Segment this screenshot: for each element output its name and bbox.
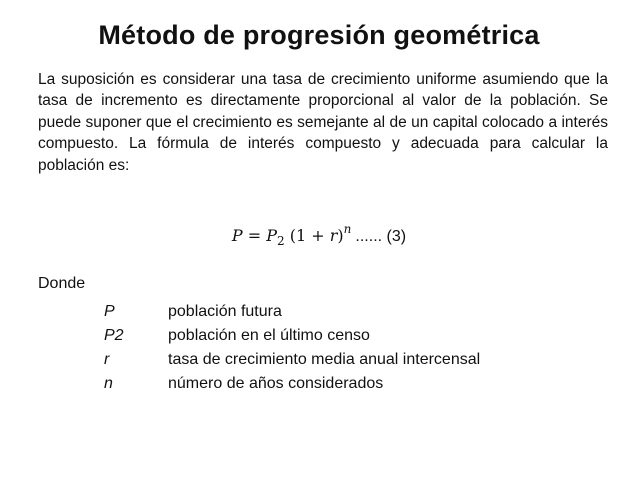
formula-close: ) <box>337 226 344 245</box>
definition-symbol: r <box>104 351 110 368</box>
definition-description: tasa de crecimiento media anual intercensal <box>168 351 481 368</box>
formula-lhs: P <box>231 226 243 245</box>
definition-description: número de años considerados <box>168 375 384 392</box>
definition-row <box>104 324 604 348</box>
definition-description: población futura <box>168 303 282 320</box>
slide-title: Método de progresión geométrica <box>98 20 540 50</box>
intro-paragraph: La suposición es considerar una tasa de crecimiento uniforme asumiendo que la tasa de incremento es directamente proporcional al valor de la población. Se puede suponer que el crecimiento es semejante al de un capital colocado a interés compuesto. La fórmula de interés compuesto y adecuada para calcular la población es: <box>38 71 608 174</box>
definition-row <box>104 348 604 372</box>
definitions-list <box>104 300 604 396</box>
definition-row <box>104 372 604 396</box>
formula-exponent: n <box>343 222 352 236</box>
formula-base: P <box>266 226 278 245</box>
where-label: Donde <box>38 275 86 292</box>
definition-row <box>104 300 604 324</box>
definition-symbol: P <box>104 303 115 320</box>
formula <box>0 222 638 248</box>
formula-base-subscript: 2 <box>277 234 285 248</box>
definition-description: población en el último censo <box>168 327 370 344</box>
formula-open: (1 + <box>284 226 330 245</box>
formula-rate: r <box>329 226 338 245</box>
formula-reference: ...... (3) <box>355 228 407 245</box>
definition-symbol: n <box>104 375 113 392</box>
formula-equals: = <box>242 226 267 245</box>
definition-symbol: P2 <box>104 327 124 344</box>
